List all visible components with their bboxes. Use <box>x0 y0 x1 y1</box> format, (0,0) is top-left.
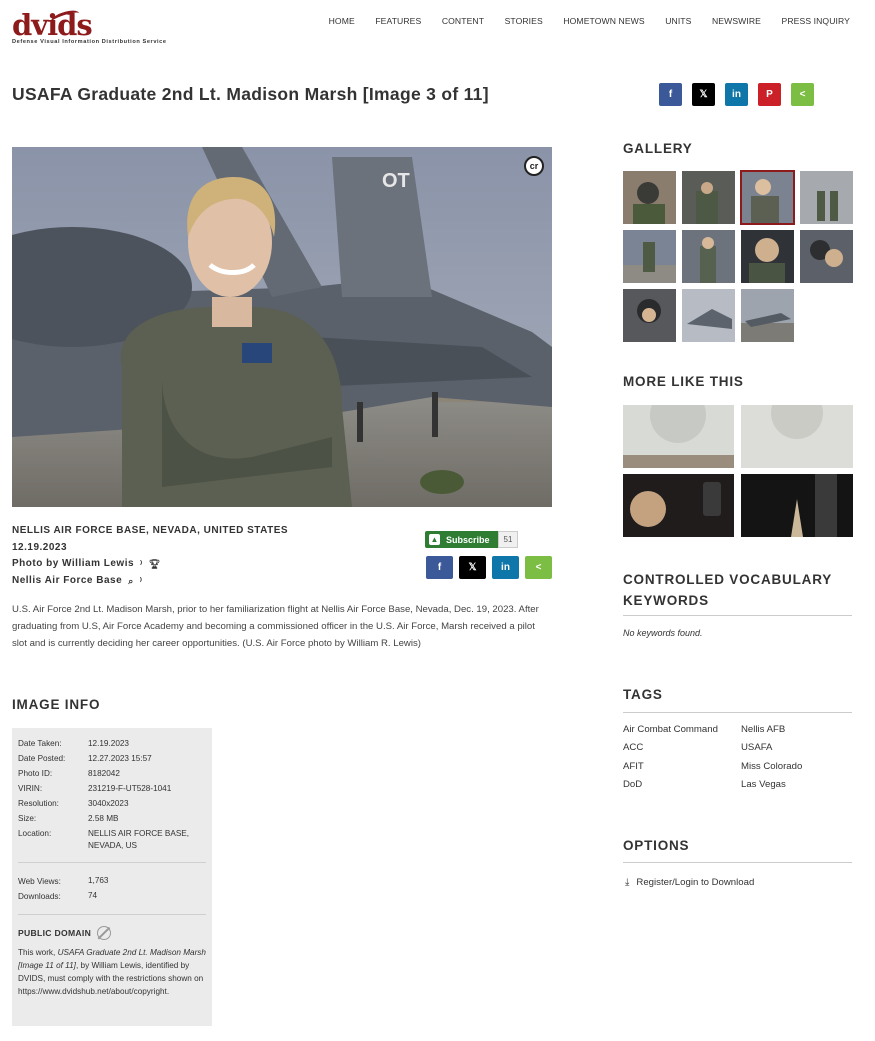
info-value[interactable]: NELLIS AIR FORCE BASE, NEVADA, US <box>88 828 190 850</box>
gallery-thumbnail-active[interactable] <box>741 171 794 224</box>
logo-subtitle: Defense Visual Information Distribution Service <box>12 39 167 45</box>
no-keywords-text: No keywords found. <box>623 628 703 638</box>
options-heading: OPTIONS <box>623 838 690 853</box>
tag-link[interactable]: AFIT <box>623 760 644 772</box>
photo-generic-share-button[interactable] <box>525 556 552 579</box>
nav-hometown-news[interactable]: HOMETOWN NEWS <box>563 16 645 26</box>
photo-x-share-button[interactable] <box>459 556 486 579</box>
info-key: Date Taken: <box>18 739 62 748</box>
info-key: Size: <box>18 814 37 823</box>
info-divider <box>18 862 206 863</box>
tag-link[interactable]: USAFA <box>741 742 773 754</box>
subscribe-label: Subscribe <box>446 534 490 545</box>
x-share-button[interactable] <box>692 83 715 106</box>
download-icon: ⤓ <box>625 877 630 888</box>
gallery-heading: GALLERY <box>623 141 693 156</box>
cr-badge[interactable]: cr <box>524 156 544 176</box>
info-key: Date Posted: <box>18 754 66 763</box>
main-photo[interactable] <box>12 147 552 507</box>
gallery-thumbnail[interactable] <box>623 171 676 224</box>
gallery-grid <box>623 171 853 342</box>
info-row <box>18 796 206 811</box>
photo-facebook-share-button[interactable] <box>426 556 453 579</box>
share-icon: < <box>535 562 542 573</box>
tags-divider <box>623 712 852 713</box>
linkedin-icon: in <box>732 89 741 100</box>
unit-row <box>12 573 288 590</box>
facebook-icon: f <box>437 562 442 573</box>
logo-wordmark: dvids <box>12 8 92 42</box>
info-row <box>18 826 206 852</box>
tail-code: OT <box>382 170 410 192</box>
facebook-share-button[interactable] <box>659 83 682 106</box>
info-row <box>18 766 206 781</box>
options-divider <box>623 862 852 863</box>
info-row <box>18 811 206 826</box>
photographer-name[interactable]: Photo by William Lewis <box>12 558 135 569</box>
pd-work-title: USAFA Graduate 2nd Lt. Madison Marsh [Image 11 of 11] <box>18 947 206 970</box>
gallery-thumbnail[interactable] <box>741 289 794 342</box>
photo-location[interactable]: NELLIS AIR FORCE BASE, NEVADA, UNITED STATES <box>12 525 289 536</box>
info-row <box>18 874 206 889</box>
related-image[interactable] <box>623 405 734 468</box>
pinterest-icon: P <box>766 89 773 100</box>
photo-share-bar <box>426 556 552 579</box>
info-key: VIRIN: <box>18 784 43 793</box>
pd-text-pre: This work, <box>18 947 58 957</box>
tag-link[interactable]: ACC <box>623 742 644 754</box>
photo-linkedin-share-button[interactable] <box>492 556 519 579</box>
public-domain-heading <box>18 926 206 940</box>
gallery-thumbnail[interactable] <box>800 230 853 283</box>
related-image[interactable] <box>741 405 853 468</box>
rss-icon[interactable]: ⁾ <box>140 559 143 569</box>
dvids-logo[interactable] <box>12 10 202 46</box>
gallery-thumbnail[interactable] <box>682 230 735 283</box>
nav-home[interactable]: HOME <box>328 16 355 26</box>
info-row <box>18 781 206 796</box>
gallery-thumbnail[interactable] <box>800 171 853 224</box>
linkedin-icon: in <box>501 562 510 573</box>
info-key: Location: <box>18 829 52 838</box>
tag-link[interactable]: Air Combat Command <box>623 724 718 735</box>
page-title: USAFA Graduate 2nd Lt. Madison Marsh [Image 3 of 11] <box>12 84 489 104</box>
image-info-panel <box>12 728 212 1026</box>
tag-link[interactable]: Las Vegas <box>741 778 786 790</box>
info-key: Downloads: <box>18 891 61 901</box>
related-image[interactable] <box>623 474 734 537</box>
info-row <box>18 736 206 751</box>
photo-date: 12.19.2023 <box>12 541 68 553</box>
pinterest-share-button[interactable] <box>758 83 781 106</box>
tag-link[interactable]: Miss Colorado <box>741 760 803 772</box>
photographer-row <box>12 556 288 573</box>
info-key: Resolution: <box>18 799 59 808</box>
info-row <box>18 889 206 904</box>
nav-features[interactable]: FEATURES <box>375 16 422 26</box>
tag-link[interactable]: Nellis AFB <box>741 724 786 735</box>
info-row <box>18 751 206 766</box>
gallery-thumbnail[interactable] <box>623 289 676 342</box>
bell-icon: ▲ <box>430 535 439 544</box>
info-value: 74 <box>88 891 98 900</box>
tags-list <box>623 724 851 790</box>
gallery-thumbnail[interactable] <box>623 230 676 283</box>
trophy-icon[interactable]: 🏆︎ <box>148 559 161 569</box>
tag-link[interactable]: DoD <box>623 778 643 790</box>
x-icon: 𝕏 <box>468 562 477 573</box>
subscriber-count: 51 <box>498 531 519 548</box>
info-value: 231219-F-UT528-1041 <box>88 783 172 793</box>
info-value: 8182042 <box>88 768 120 778</box>
info-key: Photo ID: <box>18 769 53 778</box>
gallery-thumbnail[interactable] <box>682 289 735 342</box>
info-value: 12.19.2023 <box>88 738 129 748</box>
facebook-icon: f <box>668 89 673 100</box>
linkedin-share-button[interactable] <box>725 83 748 106</box>
public-domain-label: PUBLIC DOMAIN <box>18 927 92 938</box>
public-domain-icon <box>97 926 111 940</box>
share-icon: < <box>799 89 806 100</box>
info-value: 3040x2023 <box>88 798 129 808</box>
main-nav <box>308 16 850 26</box>
keywords-heading: CONTROLLED VOCABULARY KEYWORDS <box>623 572 832 608</box>
download-link[interactable] <box>625 877 754 888</box>
info-value: 2.58 MB <box>88 813 119 823</box>
search-icon[interactable]: ⌕ <box>128 575 134 586</box>
top-share-bar <box>659 83 814 106</box>
gallery-thumbnail[interactable] <box>741 230 794 283</box>
photo-illustration <box>12 147 552 507</box>
subscribe-button[interactable] <box>425 531 498 548</box>
info-key: Web Views: <box>18 876 61 886</box>
gallery-thumbnail[interactable] <box>682 171 735 224</box>
info-value: 1,763 <box>88 876 109 885</box>
info-value: 12.27.2023 15:57 <box>88 753 152 763</box>
photo-meta <box>12 523 288 589</box>
unit-name[interactable]: Nellis Air Force Base <box>12 574 123 586</box>
x-icon: 𝕏 <box>699 89 708 100</box>
pd-text-post: , by William Lewis, identified by DVIDS, must comply with the restrictions shown on https://www.dvidshub.net/about/copyright. <box>18 960 204 997</box>
download-label: Register/Login to Download <box>636 877 755 888</box>
generic-share-button[interactable] <box>791 83 814 106</box>
photo-description: U.S. Air Force 2nd Lt. Madison Marsh, prior to her familiarization flight at Nellis Air Force Base, Nevada, Dec. 19, 2023. After graduating from U.S, Air Force Academy and becoming a commissioned officer in the U.S. Air Force, Marsh received a pilot slot and is currently deciding her career opportunities. (U.S. Air Force photo by William R. Lewis) <box>12 604 539 649</box>
nav-press-inquiry[interactable]: PRESS INQUIRY <box>781 16 850 26</box>
more-like-this-heading: MORE LIKE THIS <box>623 374 744 389</box>
nav-newswire[interactable]: NEWSWIRE <box>711 16 762 26</box>
image-info-heading: IMAGE INFO <box>12 697 101 712</box>
public-domain-text <box>18 946 206 999</box>
tags-heading: TAGS <box>623 687 663 702</box>
nav-units[interactable]: UNITS <box>665 16 692 26</box>
nav-content[interactable]: CONTENT <box>441 16 485 26</box>
unit-rss-icon[interactable]: ⁾ <box>139 575 143 586</box>
nav-stories[interactable]: STORIES <box>504 16 543 26</box>
info-divider <box>18 914 206 915</box>
keywords-divider <box>623 615 852 616</box>
more-like-this-grid <box>623 405 853 537</box>
related-image[interactable] <box>741 474 853 537</box>
subscribe-widget[interactable] <box>425 531 518 548</box>
